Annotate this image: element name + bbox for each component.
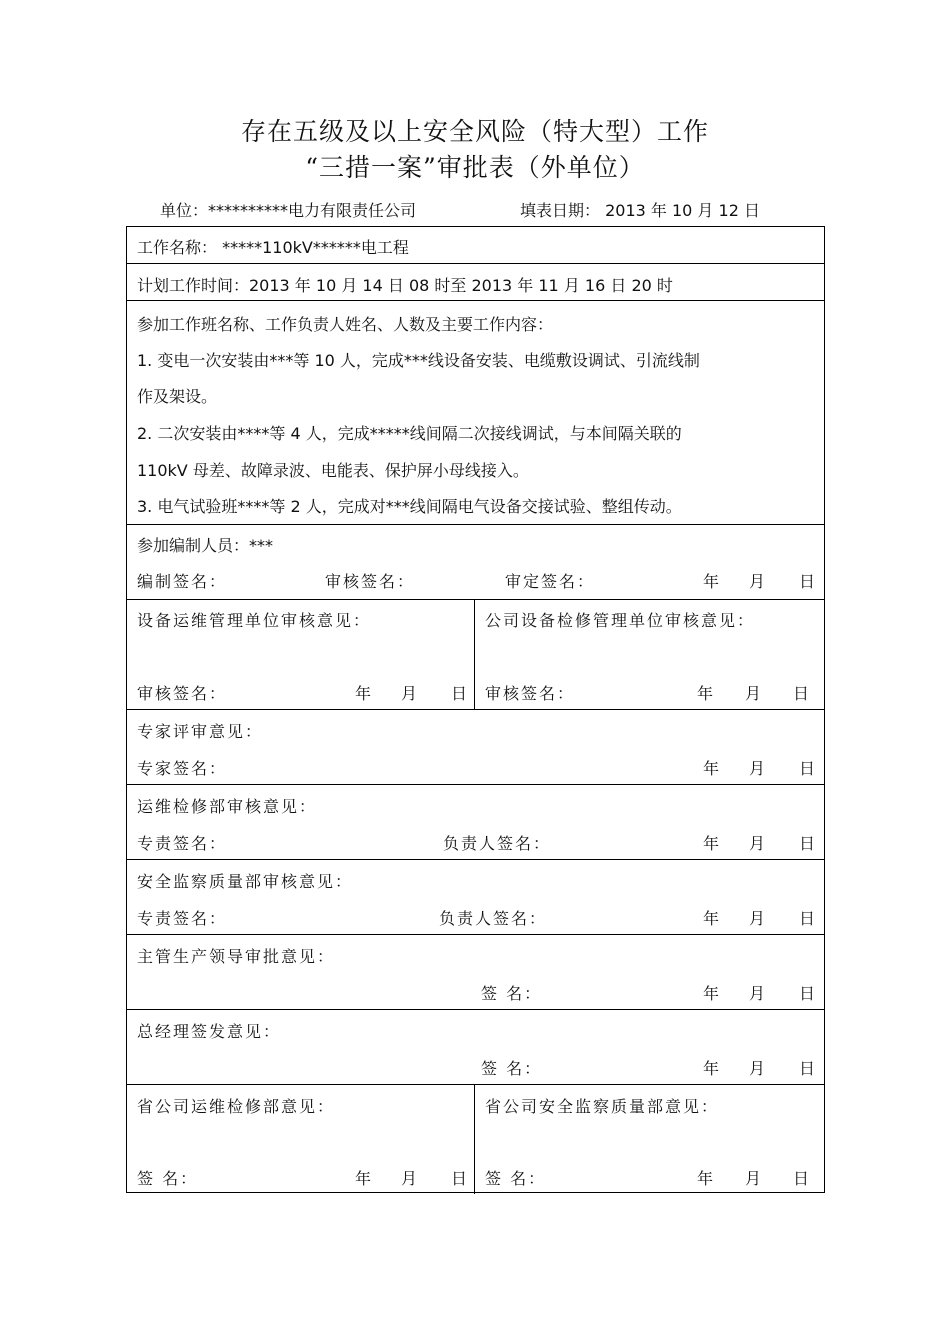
column-divider (474, 599, 475, 709)
row-divider (127, 859, 824, 860)
content-item-1-cont: 作及架设。 (137, 387, 218, 406)
row-divider (127, 1009, 824, 1010)
day-label: 日 (799, 909, 816, 928)
day-label: 日 (451, 684, 468, 703)
year-label: 年 (697, 1169, 714, 1188)
day-label: 日 (799, 1059, 816, 1078)
row-divider (127, 524, 824, 525)
day-label: 日 (799, 834, 816, 853)
day-label: 日 (451, 1169, 468, 1188)
prov-safety-opinion: 省公司安全监察质量部意见： (485, 1097, 720, 1116)
prov-ops-signature: 签 名： (137, 1169, 199, 1188)
row-divider (127, 1084, 824, 1085)
content-item-2-cont: 110kV 母差、故障录波、电能表、保护屏小母线接入。 (137, 461, 529, 480)
header-line (160, 198, 760, 221)
expert-signature: 专家签名： (137, 759, 228, 778)
safety-dept-leader-signature: 负责人签名： (439, 909, 548, 928)
prod-leader-signature: 签 名： (481, 984, 543, 1003)
day-label: 日 (793, 684, 810, 703)
review-signature: 审核签名： (325, 572, 416, 591)
month-label: 月 (745, 684, 762, 703)
month-label: 月 (745, 1169, 762, 1188)
row-divider (127, 300, 824, 301)
prod-leader-opinion: 主管生产领导审批意见： (137, 947, 336, 966)
gm-opinion: 总经理签发意见： (137, 1022, 282, 1041)
row-divider (127, 784, 824, 785)
year-label: 年 (697, 684, 714, 703)
company-maint-opinion: 公司设备检修管理单位审核意见： (485, 611, 756, 630)
ops-unit-opinion: 设备运维管理单位审核意见： (137, 611, 372, 630)
ops-dept-responsible-signature: 专责签名： (137, 834, 228, 853)
year-label: 年 (703, 759, 720, 778)
expert-opinion: 专家评审意见： (137, 722, 264, 741)
content-item-2: 2. 二次安装由****等 4 人，完成*****线间隔二次接线调试，与本间隔关联的 (137, 424, 682, 443)
row-divider (127, 934, 824, 935)
month-label: 月 (749, 572, 766, 591)
column-divider (474, 1084, 475, 1194)
day-label: 日 (799, 759, 816, 778)
company-maint-review-signature: 审核签名： (485, 684, 576, 703)
year-label: 年 (703, 834, 720, 853)
day-label: 日 (799, 984, 816, 1003)
year-label: 年 (703, 572, 720, 591)
safety-dept-opinion: 安全监察质量部审核意见： (137, 872, 354, 891)
month-label: 月 (749, 759, 766, 778)
year-label: 年 (703, 984, 720, 1003)
ops-dept-opinion: 运维检修部审核意见： (137, 797, 318, 816)
year-label: 年 (355, 1169, 372, 1188)
day-label: 日 (793, 1169, 810, 1188)
row-divider (127, 709, 824, 710)
editors: 参加编制人员：*** (137, 536, 274, 555)
row-divider (127, 599, 824, 600)
plan-time: 计划工作时间：2013 年 10 月 14 日 08 时至 2013 年 11 月 16 日 20 时 (137, 276, 673, 295)
unit-label: 单位：**********电力有限责任公司 (160, 201, 417, 220)
work-name: 工作名称： *****110kV******电工程 (137, 238, 409, 257)
compile-signature: 编制签名： (137, 572, 228, 591)
content-item-3: 3. 电气试验班****等 2 人，完成对***线间隔电气设备交接试验、整组传动。 (137, 497, 682, 516)
month-label: 月 (401, 684, 418, 703)
month-label: 月 (749, 984, 766, 1003)
ops-unit-review-signature: 审核签名： (137, 684, 228, 703)
approval-form-table (126, 226, 825, 1193)
fill-date: 填表日期： 2013 年 10 月 12 日 (520, 201, 760, 220)
prov-ops-opinion: 省公司运维检修部意见： (137, 1097, 336, 1116)
ops-dept-leader-signature: 负责人签名： (443, 834, 552, 853)
year-label: 年 (703, 1059, 720, 1078)
prov-safety-signature: 签 名： (485, 1169, 547, 1188)
year-label: 年 (703, 909, 720, 928)
row-divider (127, 263, 824, 264)
month-label: 月 (749, 909, 766, 928)
document-title-line1: 存在五级及以上安全风险（特大型）工作 (240, 117, 709, 146)
month-label: 月 (401, 1169, 418, 1188)
content-item-1: 1. 变电一次安装由***等 10 人，完成***线设备安装、电缆敷设调试、引流线制 (137, 351, 700, 370)
month-label: 月 (749, 1059, 766, 1078)
month-label: 月 (749, 834, 766, 853)
safety-dept-responsible-signature: 专责签名： (137, 909, 228, 928)
day-label: 日 (799, 572, 816, 591)
year-label: 年 (355, 684, 372, 703)
content-label: 参加工作班名称、工作负责人姓名、人数及主要工作内容： (137, 315, 554, 334)
gm-signature: 签 名： (481, 1059, 543, 1078)
approve-signature: 审定签名： (505, 572, 596, 591)
document-title-line2: “三措一案”审批表（外单位） (305, 153, 645, 182)
